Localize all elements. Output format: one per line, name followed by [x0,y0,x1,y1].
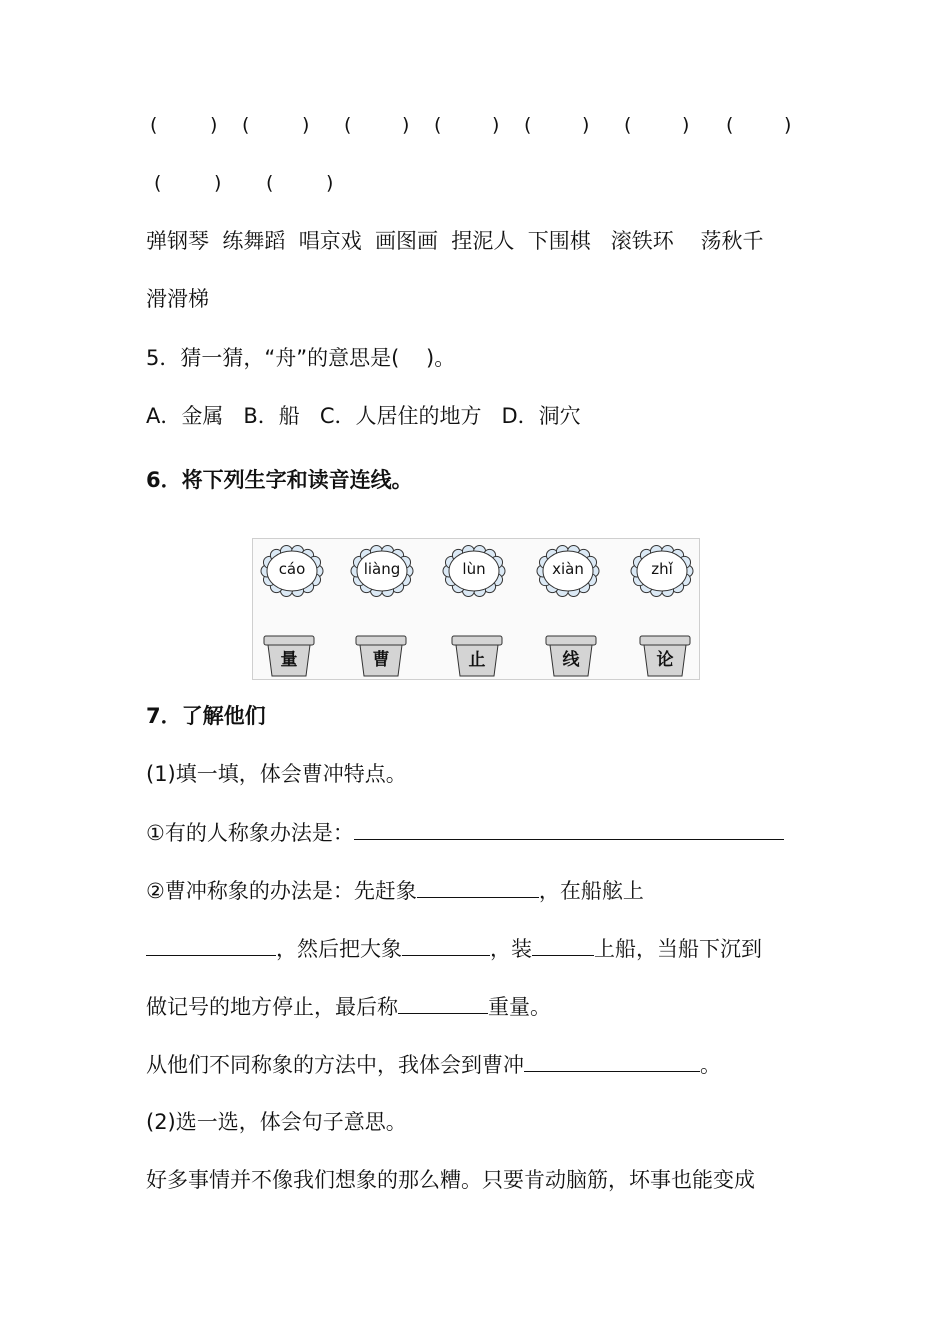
character-label: 止 [468,650,486,670]
answer-brackets-row-2 [150,168,350,198]
flower-pinyin [259,543,325,599]
text: ，装 [490,937,532,961]
open-paren: ( [624,114,632,136]
text: 。 [700,1053,721,1077]
flower-pinyin [629,543,695,599]
answer-blank[interactable] [524,1049,700,1072]
pot-rim [264,636,314,645]
open-paren: ( [150,114,158,136]
q7-line-2 [146,875,644,906]
q5-options: A．金属 B．船 C．人居住的地方 D．洞穴 [146,404,581,428]
q7-sentence: 好多事情并不像我们想象的那么糟。只要肯动脑筋，坏事也能变成 [146,1168,755,1192]
open-paren: ( [154,172,162,194]
close-paren: ) [302,114,310,136]
pot-character [639,635,691,677]
pinyin-label: cáo [278,560,306,578]
character-label: 论 [656,650,674,670]
close-paren: ) [214,172,222,194]
character-label: 线 [562,650,580,670]
answer-blank[interactable] [398,991,488,1014]
pinyin-label: liàng [363,560,401,578]
close-paren: ) [492,114,500,136]
answer-blank[interactable] [417,875,539,898]
q7-part1-title: (1)填一填，体会曹冲特点。 [146,762,407,786]
answer-brackets-row-1 [150,110,810,140]
q7-part2-title: (2)选一选，体会句子意思。 [146,1110,407,1134]
q7-line-1 [146,817,784,848]
pinyin-label: xiàn [552,560,584,578]
text: 做记号的地方停止，最后称 [146,995,398,1019]
flower-pinyin [349,543,415,599]
pot-rim [546,636,596,645]
flower-pinyin [535,543,601,599]
answer-blank[interactable] [532,933,594,956]
pinyin-matching-figure [252,538,700,680]
q7-line-4 [146,991,551,1022]
text: ，然后把大象 [276,937,402,961]
q7-title: 7．了解他们 [146,704,266,728]
pot-character [263,635,315,677]
open-paren: ( [242,114,250,136]
close-paren: ) [682,114,690,136]
activities-line-2: 滑滑梯 [146,287,209,311]
open-paren: ( [524,114,532,136]
close-paren: ) [784,114,792,136]
answer-blank[interactable] [354,817,784,840]
open-paren: ( [726,114,734,136]
pinyin-label: zhǐ [651,560,673,578]
q7-line-5 [146,1049,721,1080]
pot-rim [356,636,406,645]
q7-line-3 [146,933,762,964]
close-paren: ) [582,114,590,136]
pot-rim [640,636,690,645]
pot-character [545,635,597,677]
activities-line-1: 弹钢琴 练舞蹈 唱京戏 画图画 捏泥人 下围棋 滚铁环 荡秋千 [146,229,764,253]
flower-pinyin [441,543,507,599]
pot-character [355,635,407,677]
pinyin-label: lùn [462,560,486,578]
text: 从他们不同称象的方法中，我体会到曹冲 [146,1053,524,1077]
close-paren: ) [326,172,334,194]
close-paren: ) [210,114,218,136]
open-paren: ( [266,172,274,194]
answer-blank[interactable] [146,933,276,956]
open-paren: ( [434,114,442,136]
character-label: 量 [280,650,298,670]
text: ，在船舷上 [538,879,644,903]
character-label: 曹 [372,650,390,670]
q6-title: 6．将下列生字和读音连线。 [146,468,413,492]
pot-character [451,635,503,677]
open-paren: ( [344,114,352,136]
close-paren: ) [402,114,410,136]
text: ②曹冲称象的办法是：先赶象 [146,879,417,903]
pot-rim [452,636,502,645]
text: ①有的人称象办法是： [146,821,354,845]
answer-blank[interactable] [402,933,490,956]
q5-question: 5．猜一猜，“舟”的意思是( )。 [146,346,456,370]
text: 重量。 [488,995,551,1019]
text: 上船，当船下沉到 [594,937,762,961]
